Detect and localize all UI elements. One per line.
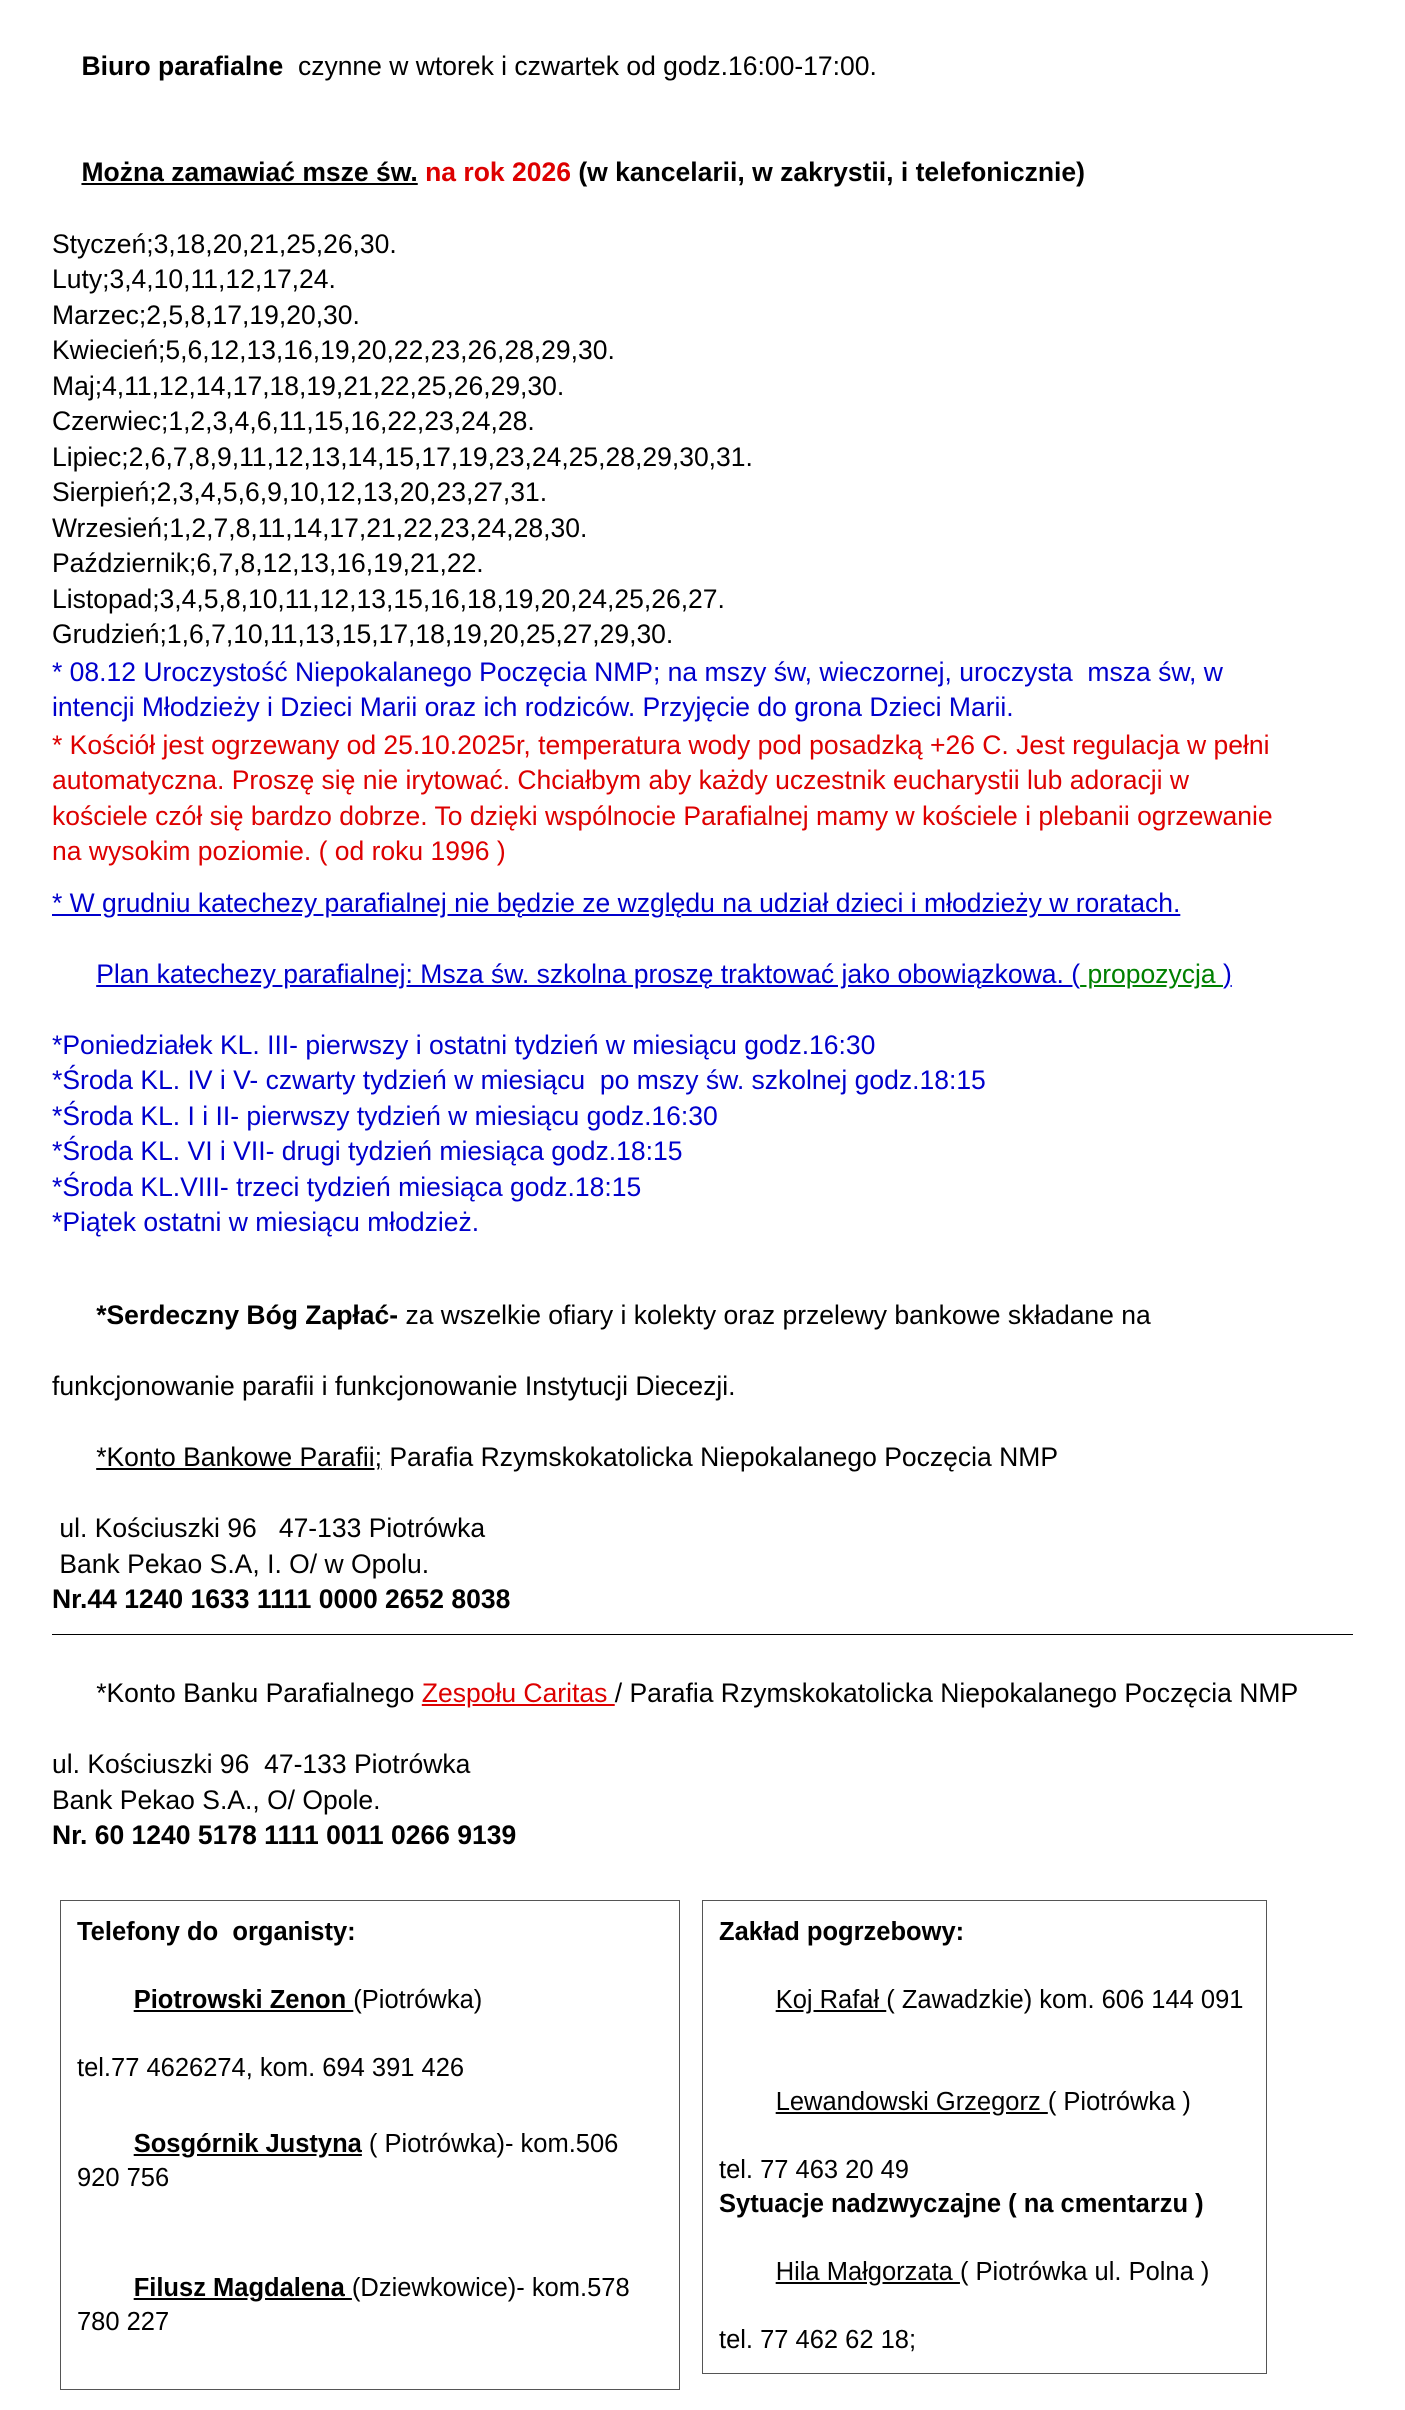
catechesis-item: *Środa KL. IV i V- czwarty tydzień w miesiącu po mszy św. szkolnej godz.18:15	[52, 1065, 986, 1095]
office-hours-text: czynne w wtorek i czwartek od godz.16:00-17:00.	[297, 51, 877, 81]
catechesis-plan-suffix: )	[1222, 958, 1232, 989]
catechesis-section	[52, 886, 1353, 1241]
note-line: intencji Młodzieży i Dzieci Marii oraz ich rodziców. Przyjęcie do grona Dzieci Marii.	[52, 692, 1014, 722]
note-line: * Kościół jest ogrzewany od 25.10.2025r, temperatura wody pod posadzką +26 C. Jest regulacja w pełni	[52, 729, 1270, 760]
month-row: Wrzesień;1,2,7,8,11,14,17,21,22,23,24,28,30.	[52, 512, 588, 543]
office-hours-line	[52, 14, 1353, 119]
emergency-title: Sytuacje nadzwyczajne ( na cmentarzu )	[719, 2189, 1204, 2218]
month-row: Październik;6,7,8,12,13,16,19,21,22.	[52, 548, 484, 578]
masses-header-year: na rok 2026	[417, 156, 571, 187]
month-row: Listopad;3,4,5,8,10,11,12,13,15,16,18,19,20,24,25,26,27.	[52, 583, 725, 614]
catechesis-item: *Środa KL.VIII- trzeci tydzień miesiąca godz.18:15	[52, 1171, 642, 1202]
masses-header-part2: (w kancelarii, w zakrystii, i telefonicznie)	[570, 156, 1085, 187]
thanks-rest: za wszelkie ofiary i kolekty oraz przelewy bankowe składane na	[398, 1300, 1151, 1330]
donations-section	[52, 1263, 1353, 1618]
funeral-contact-name: Lewandowski Grzegorz	[775, 2087, 1048, 2116]
catechesis-plan-proposal: propozycja	[1080, 958, 1223, 989]
organist-entry	[77, 2237, 663, 2373]
parish-account-name: Parafia Rzymskokatolicka Niepokalanego Poczęcia NMP	[381, 1442, 1059, 1472]
thanks-line	[52, 1263, 1353, 1370]
funeral-contact-name: Koj Rafał	[775, 1985, 887, 2014]
note-line: kościele czół się bardzo dobrze. To dzięki wspólnocie Parafialnej mamy w kościele i plebanii ogrzewanie	[52, 800, 1273, 831]
organists-box	[60, 1900, 680, 2390]
month-row: Czerwiec;1,2,3,4,6,11,15,16,22,23,24,28.	[52, 406, 535, 436]
note-line: na wysokim poziomie. ( od roku 1996 )	[52, 836, 506, 866]
caritas-address: ul. Kościuszki 96 47-133 Piotrówka	[52, 1749, 471, 1779]
caritas-account-number: Nr. 60 1240 5178 1111 0011 0266 9139	[52, 1820, 517, 1850]
emergency-contact-phone: tel. 77 462 62 18;	[719, 2325, 917, 2354]
parish-account-label: *Konto Bankowe Parafii;	[96, 1442, 382, 1472]
month-row: Marzec;2,5,8,17,19,20,30.	[52, 299, 360, 330]
organist-entry	[77, 1949, 663, 2051]
parish-account-address: ul. Kościuszki 96 47-133 Piotrówka	[52, 1513, 486, 1543]
thanks-line-2: funkcjonowanie parafii i funkcjonowanie Instytucji Diecezji.	[52, 1371, 736, 1401]
organist-place: (Piotrówka)	[353, 1985, 483, 2014]
funeral-contact-detail: ( Piotrówka )	[1047, 2087, 1191, 2116]
catechesis-plan-prefix: Plan katechezy parafialnej: Msza św. szkolna proszę traktować jako obowiązkowa. (	[96, 958, 1081, 989]
month-row: Grudzień;1,6,7,10,11,13,15,17,18,19,20,25,27,29,30.	[52, 619, 674, 649]
caritas-account-line	[52, 1641, 1353, 1748]
emergency-contact-name: Hila Małgorzata	[775, 2257, 960, 2286]
funeral-services-box	[702, 1900, 1267, 2374]
spacer	[52, 870, 1353, 886]
catechesis-item: *Środa KL. VI i VII- drugi tydzień miesiąca godz.18:15	[52, 1136, 683, 1166]
masses-header-line	[52, 119, 1353, 226]
office-label: Biuro parafialne	[81, 51, 284, 81]
parish-account-number: Nr.44 1240 1633 1111 0000 2652 8038	[52, 1584, 511, 1614]
catechesis-item: *Piątek ostatni w miesiącu młodzież.	[52, 1207, 480, 1237]
organist-name: Sosgórnik Justyna	[133, 2129, 362, 2158]
month-row: Styczeń;3,18,20,21,25,26,30.	[52, 228, 397, 259]
divider	[52, 1634, 1353, 1635]
emergency-contact-detail: ( Piotrówka ul. Polna )	[959, 2257, 1210, 2286]
month-row: Luty;3,4,10,11,12,17,24.	[52, 264, 336, 294]
emergency-entry	[719, 2221, 1250, 2323]
organist-name: Piotrowski Zenon	[133, 1985, 354, 2014]
organist-entry	[77, 2093, 663, 2229]
organist-phone: tel.77 4626274, kom. 694 391 426	[77, 2053, 465, 2082]
caritas-prefix: *Konto Banku Parafialnego	[96, 1678, 422, 1708]
caritas-bank: Bank Pekao S.A., O/ Opole.	[52, 1784, 381, 1815]
funeral-box-title: Zakład pogrzebowy:	[719, 1917, 965, 1946]
spacer	[77, 2085, 663, 2093]
caritas-suffix: / Parafia Rzymskokatolicka Niepokalanego Poczęcia NMP	[614, 1678, 1299, 1708]
immaculate-conception-note	[52, 655, 1353, 726]
catechesis-item: *Środa KL. I i II- pierwszy tydzień w miesiącu godz.16:30	[52, 1100, 718, 1131]
catechesis-plan-line	[52, 921, 1353, 1028]
office-hours	[283, 51, 298, 81]
organist-contact: (Dziewkowice)- kom.578 780 227	[77, 2273, 637, 2336]
caritas-account-section	[52, 1641, 1353, 1854]
organist-name: Filusz Magdalena	[133, 2273, 352, 2302]
mass-dates-list	[52, 227, 1353, 653]
funeral-contact-detail: ( Zawadzkie) kom. 606 144 091	[886, 1985, 1244, 2014]
caritas-team-label: Zespołu Caritas	[421, 1678, 615, 1708]
organist-contact: ( Piotrówka)- kom.506 920 756	[77, 2129, 626, 2192]
note-line: automatyczna. Proszę się nie irytować. Chciałbym aby każdy uczestnik eucharystii lub adoracji w	[52, 765, 1190, 795]
spacer	[77, 2229, 663, 2237]
month-row: Kwiecień;5,6,12,13,16,19,20,22,23,26,28,29,30.	[52, 335, 615, 365]
funeral-contact-phone: tel. 77 463 20 49	[719, 2155, 909, 2184]
thanks-lead: *Serdeczny Bóg Zapłać-	[96, 1300, 399, 1330]
month-row: Maj;4,11,12,14,17,18,19,21,22,25,26,29,30.	[52, 370, 565, 401]
funeral-entry	[719, 1949, 1250, 2051]
month-row: Lipiec;2,6,7,8,9,11,12,13,14,15,17,19,23,24,25,28,29,30,31.	[52, 441, 753, 472]
contact-boxes	[52, 1900, 1353, 2390]
funeral-entry	[719, 2051, 1250, 2153]
heating-note	[52, 728, 1353, 870]
note-line: * 08.12 Uroczystość Niepokalanego Poczęcia NMP; na mszy św, wieczornej, uroczysta msza św, w	[52, 656, 1223, 687]
organists-box-title: Telefony do organisty:	[77, 1917, 356, 1946]
parish-account-bank: Bank Pekao S.A, I. O/ w Opolu.	[52, 1548, 430, 1579]
catechesis-item: *Poniedziałek KL. III- pierwszy i ostatni tydzień w miesiącu godz.16:30	[52, 1029, 876, 1060]
catechesis-warning: * W grudniu katechezy parafialnej nie będzie ze względu na udział dzieci i młodzieży w roratach.	[52, 887, 1181, 918]
parish-account-line	[52, 1405, 1353, 1512]
month-row: Sierpień;2,3,4,5,6,9,10,12,13,20,23,27,31.	[52, 477, 548, 507]
masses-header-part1: Można zamawiać msze św.	[81, 156, 418, 187]
